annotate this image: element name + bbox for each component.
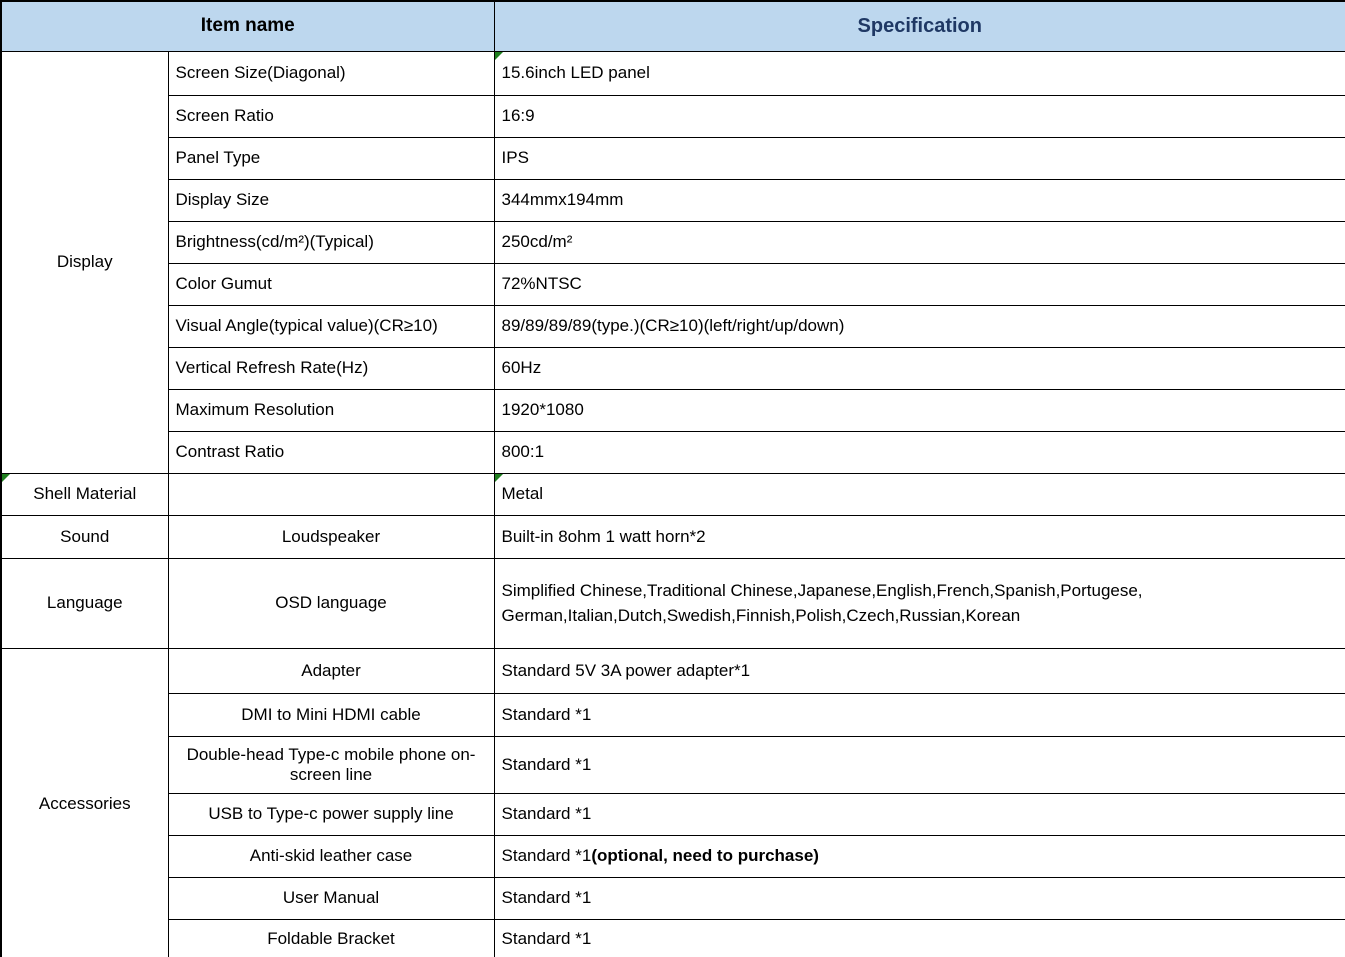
header-row bbox=[1, 1, 1345, 51]
spec-cell bbox=[494, 473, 1345, 515]
spec-cell: Standard *1 bbox=[494, 736, 1345, 793]
spec-cell: Standard *1 bbox=[494, 793, 1345, 835]
spec-cell: 800:1 bbox=[494, 431, 1345, 473]
item-cell: Vertical Refresh Rate(Hz) bbox=[168, 347, 494, 389]
spec-cell: 16:9 bbox=[494, 95, 1345, 137]
table-row bbox=[1, 919, 1345, 957]
spec-text-line1: Simplified Chinese,Traditional Chinese,Japanese,English,French,Spanish,Portugese, bbox=[501, 581, 1143, 600]
spec-cell: 89/89/89/89(type.)(CR≥10)(left/right/up/down) bbox=[494, 305, 1345, 347]
table-row bbox=[1, 179, 1345, 221]
spec-cell: 1920*1080 bbox=[494, 389, 1345, 431]
item-cell: Anti-skid leather case bbox=[168, 835, 494, 877]
spec-cell: 250cd/m² bbox=[494, 221, 1345, 263]
category-text: Shell Material bbox=[33, 484, 137, 503]
spec-text-line2: German,Italian,Dutch,Swedish,Finnish,Polish,Czech,Russian,Korean bbox=[501, 606, 1021, 625]
category-cell-display: Display bbox=[1, 51, 168, 473]
spec-text: 15.6inch LED panel bbox=[501, 63, 650, 82]
item-cell: Display Size bbox=[168, 179, 494, 221]
table-row bbox=[1, 558, 1345, 648]
table-row bbox=[1, 263, 1345, 305]
item-cell: Loudspeaker bbox=[168, 515, 494, 558]
spec-cell bbox=[494, 51, 1345, 95]
table-row bbox=[1, 515, 1345, 558]
table-row bbox=[1, 877, 1345, 919]
spec-cell: Standard *1 bbox=[494, 693, 1345, 736]
table-row bbox=[1, 137, 1345, 179]
table-row bbox=[1, 347, 1345, 389]
spec-cell bbox=[494, 835, 1345, 877]
header-specification: Specification bbox=[494, 1, 1345, 51]
item-cell: Contrast Ratio bbox=[168, 431, 494, 473]
item-cell: Maximum Resolution bbox=[168, 389, 494, 431]
table-row bbox=[1, 835, 1345, 877]
table-row bbox=[1, 473, 1345, 515]
spec-cell: 60Hz bbox=[494, 347, 1345, 389]
table-row bbox=[1, 95, 1345, 137]
item-cell: User Manual bbox=[168, 877, 494, 919]
item-cell: DMI to Mini HDMI cable bbox=[168, 693, 494, 736]
table-row bbox=[1, 51, 1345, 95]
item-cell: USB to Type-c power supply line bbox=[168, 793, 494, 835]
item-cell: Adapter bbox=[168, 648, 494, 693]
cell-flag-icon bbox=[2, 474, 10, 482]
spec-text: Metal bbox=[501, 484, 544, 503]
spec-cell: 72%NTSC bbox=[494, 263, 1345, 305]
cell-flag-icon bbox=[495, 474, 503, 482]
item-cell: Color Gumut bbox=[168, 263, 494, 305]
item-cell: Screen Ratio bbox=[168, 95, 494, 137]
category-cell-shell-material bbox=[1, 473, 168, 515]
item-cell: OSD language bbox=[168, 558, 494, 648]
item-cell: Visual Angle(typical value)(CR≥10) bbox=[168, 305, 494, 347]
category-cell-language: Language bbox=[1, 558, 168, 648]
cell-flag-icon bbox=[495, 52, 503, 60]
item-cell: Panel Type bbox=[168, 137, 494, 179]
spec-cell: Standard 5V 3A power adapter*1 bbox=[494, 648, 1345, 693]
table-row bbox=[1, 305, 1345, 347]
item-cell-empty bbox=[168, 473, 494, 515]
category-cell-accessories: Accessories bbox=[1, 648, 168, 957]
table-row bbox=[1, 389, 1345, 431]
table-row bbox=[1, 431, 1345, 473]
spec-text: Standard *1 bbox=[501, 846, 592, 865]
category-cell-sound: Sound bbox=[1, 515, 168, 558]
spec-cell: IPS bbox=[494, 137, 1345, 179]
table-row bbox=[1, 221, 1345, 263]
table-row bbox=[1, 793, 1345, 835]
item-cell: Double-head Type-c mobile phone on-screen line bbox=[168, 736, 494, 793]
header-item-name: Item name bbox=[1, 1, 494, 51]
item-cell: Brightness(cd/m²)(Typical) bbox=[168, 221, 494, 263]
item-cell: Screen Size(Diagonal) bbox=[168, 51, 494, 95]
spec-cell: Standard *1 bbox=[494, 919, 1345, 957]
spec-cell: Built-in 8ohm 1 watt horn*2 bbox=[494, 515, 1345, 558]
table-row bbox=[1, 693, 1345, 736]
table-row bbox=[1, 648, 1345, 693]
spec-cell: 344mmx194mm bbox=[494, 179, 1345, 221]
spec-cell: Standard *1 bbox=[494, 877, 1345, 919]
item-cell: Foldable Bracket bbox=[168, 919, 494, 957]
spec-cell bbox=[494, 558, 1345, 648]
table-row bbox=[1, 736, 1345, 793]
spec-text-bold: (optional, need to purchase) bbox=[591, 846, 819, 865]
